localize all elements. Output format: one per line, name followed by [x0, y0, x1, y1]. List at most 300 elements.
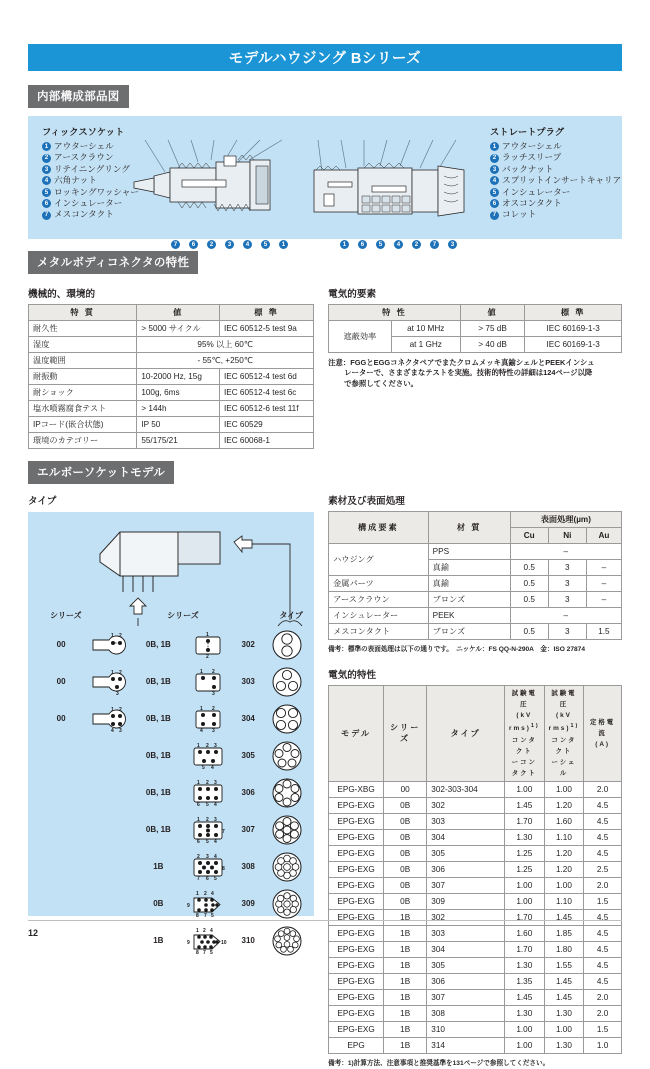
svg-text:4: 4	[213, 801, 217, 806]
cell-model: EPG-EXG	[329, 973, 384, 989]
cell-vcc: 1.30	[504, 1005, 544, 1021]
svg-text:5: 5	[205, 801, 209, 806]
table-row	[329, 592, 622, 608]
badge-icon: 6	[490, 199, 499, 208]
fix-socket-title: フィックスソケット	[42, 127, 125, 137]
th-line-2: (kV rms)	[548, 712, 572, 733]
cell-model: EPG-EXG	[329, 909, 384, 925]
electrical-req-title: 電気的要素	[328, 289, 377, 300]
badge-icon: 5	[490, 188, 499, 197]
badge-icon: 3	[490, 165, 499, 174]
cell-type: 302	[427, 909, 505, 925]
table-row	[329, 909, 622, 925]
cell-model: EPG-EXG	[329, 893, 384, 909]
cell-component: メスコンタクト	[329, 624, 429, 640]
cell-property: 環境のカテゴリー	[29, 433, 137, 449]
electrical-chars-note: 備考：1)計算方法、注意事項と推奨基準を131ページで参照してください。	[328, 1059, 550, 1067]
elbow-columns	[28, 489, 622, 1069]
cell-current: 4.5	[584, 845, 622, 861]
svg-text:3: 3	[213, 742, 217, 749]
table-row	[329, 781, 622, 797]
legend-label: メスコンタクト	[54, 209, 114, 220]
cell-series: 0B	[384, 877, 427, 893]
cell-current: 2.0	[584, 781, 622, 797]
cell-type: 305	[427, 957, 505, 973]
th-sup: 1)	[570, 723, 580, 730]
svg-text:1: 1	[196, 816, 200, 823]
cell-series: 1B	[384, 925, 427, 941]
th-line-3: コンタクト	[551, 736, 577, 755]
cell-ni: 3	[548, 576, 586, 592]
svg-text:3: 3	[211, 727, 215, 732]
row-series1: 00	[56, 714, 66, 723]
page-title: モデルハウジング Bシリーズ	[28, 44, 622, 71]
badge-icon: 4	[42, 176, 51, 185]
row-type: 308	[241, 862, 255, 871]
svg-text:1: 1	[110, 632, 114, 639]
table-row	[29, 321, 314, 337]
callout-badge: 5	[261, 240, 270, 249]
cell-type: 304	[427, 829, 505, 845]
th-standard: 標 準	[525, 305, 622, 321]
cell-model: EPG-EXG	[329, 925, 384, 941]
svg-text:4: 4	[209, 927, 213, 934]
legend-label: アースクラウン	[54, 152, 114, 163]
cell-material: ブロンズ	[428, 592, 510, 608]
cell-current: 4.5	[584, 909, 622, 925]
table-header-row	[329, 686, 622, 781]
cell-vcc: 1.60	[504, 925, 544, 941]
legend-label: アウターシェル	[54, 141, 114, 151]
cell-type: 302-303-304	[427, 781, 505, 797]
cell-vcc: 1.70	[504, 941, 544, 957]
pinout-00-icon	[84, 632, 135, 658]
cell-current: 4.5	[584, 941, 622, 957]
cell-vcc: 1.45	[504, 797, 544, 813]
svg-text:1: 1	[195, 927, 199, 934]
cell-material: PPS	[428, 544, 510, 560]
table-row	[29, 385, 314, 401]
svg-text:9: 9	[186, 902, 190, 909]
table-row	[329, 941, 622, 957]
mechanical-block	[28, 280, 314, 449]
cell-series: 1B	[384, 989, 427, 1005]
pinout-1b-icon	[181, 928, 232, 954]
cell-type: 307	[427, 989, 505, 1005]
legend-label: コレット	[502, 209, 537, 220]
th-type: タイプ	[427, 686, 505, 781]
cell-property: 耐久性	[29, 321, 137, 337]
elbow-banner-wrap	[28, 461, 622, 484]
cell-current: 4.5	[584, 829, 622, 845]
elbow-row	[38, 626, 310, 663]
cell-vcs: 1.60	[544, 813, 584, 829]
cell-vcc: 1.45	[504, 989, 544, 1005]
cell-model: EPG-EXG	[329, 989, 384, 1005]
pinout-0b-icon	[181, 891, 232, 917]
straight-plug-title: ストレートプラグ	[490, 127, 565, 137]
cell-vcs: 1.30	[544, 1037, 584, 1053]
svg-text:3: 3	[118, 727, 122, 732]
row-series2: 0B, 1B	[145, 677, 171, 686]
pinout-0b1b-icon	[181, 706, 232, 732]
row-type: 306	[241, 788, 255, 797]
cell-value: 10-2000 Hz, 15g	[137, 369, 220, 385]
cell-material: 真鍮	[428, 560, 510, 576]
table-row	[329, 877, 622, 893]
th-component: 構成要素	[329, 512, 429, 544]
cell-component: 金属パーツ	[329, 576, 429, 592]
cell-model: EPG-EXG	[329, 1021, 384, 1037]
cell-type: 304	[427, 941, 505, 957]
cell-property: 遮蔽効率	[329, 321, 392, 353]
cell-value: IP 50	[137, 417, 220, 433]
cell-type: 306	[427, 973, 505, 989]
straight-plug-callouts	[340, 240, 457, 249]
electrical-chars-title: 電気的特性	[328, 670, 377, 682]
cell-series: 0B	[384, 845, 427, 861]
cell-vcc: 1.35	[504, 973, 544, 989]
callout-badge: 6	[358, 240, 367, 249]
cell-series: 0B	[384, 829, 427, 845]
cell-vcs: 1.00	[544, 781, 584, 797]
svg-text:1: 1	[199, 705, 203, 712]
th-line-2: (kV rms)	[508, 712, 533, 733]
cell-vcs: 1.00	[544, 1021, 584, 1037]
banner-elbow-socket: エルボーソケットモデル	[28, 461, 174, 484]
svg-text:3: 3	[211, 690, 215, 695]
svg-text:5: 5	[210, 912, 214, 917]
th-value: 値	[460, 305, 524, 321]
cell-au: 1.5	[586, 624, 621, 640]
badge-icon: 1	[490, 142, 499, 151]
svg-text:1: 1	[110, 669, 114, 676]
legend-label: ラッチスリーブ	[502, 152, 562, 163]
th-line-1: 試験電圧	[511, 690, 537, 709]
cell-series: 1B	[384, 941, 427, 957]
table-row	[329, 973, 622, 989]
cell-current: 4.5	[584, 925, 622, 941]
cell-vcs: 1.10	[544, 829, 584, 845]
cell-current: 1.0	[584, 1037, 622, 1053]
cell-type: 302	[427, 797, 505, 813]
note-line-2: レーターで、さまざまなテストを実施。技術的特性の詳細は124ページ以降	[344, 368, 593, 378]
row-type: 302	[241, 640, 255, 649]
elbow-row	[38, 737, 310, 774]
elbow-type-label: タイプ	[28, 496, 57, 507]
pinout-0b1b-icon	[181, 632, 232, 658]
th-rated-current	[584, 686, 622, 781]
elbow-row	[38, 811, 310, 848]
badge-icon: 2	[42, 154, 51, 163]
th-line-4: ーシェル	[551, 758, 577, 777]
legend-label: ロッキングワッシャー	[54, 186, 139, 197]
table-row	[329, 893, 622, 909]
cell-current: 1.5	[584, 893, 622, 909]
cell-vcc: 1.70	[504, 909, 544, 925]
svg-text:7: 7	[203, 912, 207, 917]
table-header-row	[29, 305, 314, 321]
legend-label: スプリットインサートキャリア	[502, 175, 622, 186]
table-row	[29, 417, 314, 433]
cell-vcs: 1.85	[544, 925, 584, 941]
svg-text:2: 2	[205, 653, 209, 658]
elbow-row	[38, 922, 310, 959]
svg-text:4: 4	[213, 838, 217, 843]
elbow-row	[38, 848, 310, 885]
elbow-block	[28, 489, 314, 1069]
cell-material: 真鍮	[428, 576, 510, 592]
svg-text:4: 4	[210, 890, 214, 897]
cell-current: 4.5	[584, 813, 622, 829]
table-row	[329, 829, 622, 845]
face-view-icon	[264, 851, 310, 883]
svg-text:3: 3	[205, 853, 209, 860]
cell-treatment: –	[510, 544, 621, 560]
svg-text:3: 3	[115, 690, 119, 695]
cell-type: 310	[427, 1021, 505, 1037]
cell-series: 0B	[384, 797, 427, 813]
cell-value: > 5000 サイクル	[137, 321, 220, 337]
pinout-1b-icon	[181, 854, 232, 880]
svg-text:7: 7	[221, 828, 225, 835]
svg-text:2: 2	[205, 816, 209, 823]
legend-label: オスコンタクト	[502, 198, 562, 209]
table-row	[329, 576, 622, 592]
cell-current: 2.5	[584, 861, 622, 877]
pinout-0b1b-icon	[181, 743, 232, 769]
row-series2: 0B	[153, 899, 164, 908]
badge-icon: 1	[42, 142, 51, 151]
cell-standard: IEC 60169-1-3	[525, 321, 622, 337]
cell-material: ブロンズ	[428, 624, 510, 640]
svg-text:2: 2	[118, 706, 122, 713]
svg-text:1: 1	[196, 779, 200, 786]
row-type: 307	[241, 825, 255, 834]
svg-text:8: 8	[195, 949, 199, 954]
cell-vcc: 1.70	[504, 813, 544, 829]
cell-au: –	[586, 576, 621, 592]
table-row	[329, 1037, 622, 1053]
cell-property: 耐振動	[29, 369, 137, 385]
footer-divider	[28, 920, 622, 921]
cell-component: インシュレーター	[329, 608, 429, 624]
svg-text:2: 2	[205, 742, 209, 749]
svg-text:6: 6	[196, 801, 200, 806]
cell-au: –	[586, 560, 621, 576]
svg-text:6: 6	[205, 875, 209, 880]
cell-value: - 55℃, +250℃	[137, 353, 314, 369]
svg-text:1: 1	[199, 668, 203, 675]
cell-current: 4.5	[584, 957, 622, 973]
banner-parts-diagram: 内部構成部品図	[28, 85, 129, 108]
callout-badge: 4	[394, 240, 403, 249]
cell-model: EPG-EXG	[329, 845, 384, 861]
fix-socket-drawing	[134, 140, 282, 211]
svg-text:7: 7	[202, 949, 206, 954]
cell-model: EPG-EXG	[329, 941, 384, 957]
cell-vcs: 1.10	[544, 893, 584, 909]
cell-model: EPG-EXG	[329, 797, 384, 813]
svg-text:5: 5	[205, 838, 209, 843]
badge-icon: 6	[42, 199, 51, 208]
cell-vcs: 1.20	[544, 861, 584, 877]
cell-vcc: 1.25	[504, 845, 544, 861]
callout-badge: 6	[189, 240, 198, 249]
cell-cu: 0.5	[510, 560, 548, 576]
table-row	[29, 369, 314, 385]
cell-cu: 0.5	[510, 624, 548, 640]
cell-vcs: 1.45	[544, 973, 584, 989]
cell-type: 308	[427, 1005, 505, 1021]
cell-property: 耐ショック	[29, 385, 137, 401]
cell-type: 314	[427, 1037, 505, 1053]
svg-text:3: 3	[213, 816, 217, 823]
th-material: 材 質	[428, 512, 510, 544]
th-line-4: ーコンタクト	[511, 758, 537, 777]
row-type: 303	[241, 677, 255, 686]
cell-component: ハウジング	[329, 544, 429, 576]
svg-text:2: 2	[211, 668, 215, 675]
mechanical-title: 機械的、環境的	[28, 289, 96, 300]
row-series2: 0B, 1B	[145, 714, 171, 723]
elbow-col-headers	[38, 610, 310, 621]
th-property: 特 質	[29, 305, 137, 321]
svg-text:1: 1	[110, 706, 114, 713]
callout-badge: 5	[376, 240, 385, 249]
note-line-3: で参照してください。	[344, 378, 418, 388]
characteristics-columns	[28, 280, 622, 449]
pinout-00-icon	[84, 706, 135, 732]
svg-text:9: 9	[186, 939, 190, 946]
cell-vcc: 1.25	[504, 861, 544, 877]
cell-model: EPG	[329, 1037, 384, 1053]
th-property: 特 性	[329, 305, 461, 321]
cell-material: PEEK	[428, 608, 510, 624]
cell-ni: 3	[548, 624, 586, 640]
svg-text:4: 4	[210, 764, 214, 769]
svg-text:7: 7	[196, 875, 200, 880]
cell-type: 303	[427, 925, 505, 941]
table-row	[329, 813, 622, 829]
svg-text:10: 10	[220, 939, 227, 946]
cell-vcc: 1.30	[504, 957, 544, 973]
face-view-icon	[264, 814, 310, 846]
callout-badge: 3	[225, 240, 234, 249]
table-row	[329, 797, 622, 813]
cell-vcs: 1.55	[544, 957, 584, 973]
row-series2: 0B, 1B	[145, 640, 171, 649]
cell-value: > 40 dB	[460, 337, 524, 353]
callout-badge: 4	[243, 240, 252, 249]
row-type: 304	[241, 714, 255, 723]
th-series: シリーズ	[384, 686, 427, 781]
cell-series: 0B	[384, 813, 427, 829]
cell-type: 306	[427, 861, 505, 877]
svg-text:2: 2	[202, 927, 206, 934]
table-header-row	[329, 305, 622, 321]
th-line-1: 定格電流	[590, 718, 616, 737]
cell-treatment: –	[510, 608, 621, 624]
face-view-icon	[264, 666, 310, 698]
table-row	[329, 989, 622, 1005]
callout-badge: 1	[279, 240, 288, 249]
th-sup: 1)	[530, 723, 540, 730]
callout-badge: 3	[448, 240, 457, 249]
materials-title: 素材及び表面処理	[328, 496, 405, 507]
cell-series: 0B	[384, 893, 427, 909]
cell-model: EPG-EXG	[329, 957, 384, 973]
cell-current: 4.5	[584, 973, 622, 989]
row-series1: 00	[56, 640, 66, 649]
svg-text:8: 8	[221, 865, 225, 872]
legend-label: アウターシェル	[502, 141, 562, 151]
cell-standard: IEC 60068-1	[220, 433, 314, 449]
metal-body-banner-wrap	[28, 251, 622, 274]
cell-vcc: 1.00	[504, 1037, 544, 1053]
cell-model: EPG-EXG	[329, 829, 384, 845]
cell-vcc: 1.00	[504, 877, 544, 893]
datasheet-page	[0, 44, 650, 1067]
col-head-series2: シリーズ	[167, 611, 199, 620]
row-series2: 0B, 1B	[145, 788, 171, 797]
th-model: モデル	[329, 686, 384, 781]
pinout-00-icon	[84, 669, 135, 695]
svg-text:5: 5	[201, 764, 205, 769]
cell-model: EPG-EXG	[329, 877, 384, 893]
cell-model: EPG-EXG	[329, 813, 384, 829]
cell-current: 2.0	[584, 989, 622, 1005]
badge-icon: 7	[490, 211, 499, 220]
cell-type: 309	[427, 893, 505, 909]
cell-series: 1B	[384, 1037, 427, 1053]
svg-text:4: 4	[199, 727, 203, 732]
elbow-row	[38, 663, 310, 700]
badge-icon: 4	[490, 176, 499, 185]
page-number: 12	[28, 928, 39, 938]
table-row	[29, 337, 314, 353]
table-row	[329, 957, 622, 973]
table-row	[29, 401, 314, 417]
cell-value: 95% 以上 60℃	[137, 337, 314, 353]
callout-badge: 1	[340, 240, 349, 249]
note-line-1: 注意：FGGとEGGコネクタペアでまたクロムメッキ真鍮シェルとPEEKインシュ	[328, 358, 595, 367]
callout-badge: 2	[207, 240, 216, 249]
cell-vcc: 1.00	[504, 1021, 544, 1037]
parts-diagram-banner-wrap	[28, 85, 622, 108]
row-series2: 1B	[153, 936, 164, 945]
cell-component: アースクラウン	[329, 592, 429, 608]
callout-badge: 7	[171, 240, 180, 249]
col-head-series1: シリーズ	[49, 611, 82, 620]
cell-current: 4.5	[584, 797, 622, 813]
th-treatment: 表面処理(µm)	[510, 512, 621, 528]
table-header-row	[329, 512, 622, 528]
svg-text:2: 2	[203, 890, 207, 897]
row-series2: 1B	[153, 862, 164, 871]
pinout-0b1b-icon	[181, 669, 232, 695]
parts-diagram-panel	[28, 116, 622, 248]
cell-vcs: 1.00	[544, 877, 584, 893]
th-ni: Ni	[548, 528, 586, 544]
badge-icon: 7	[42, 211, 51, 220]
table-row	[329, 1021, 622, 1037]
cell-model: EPG-EXG	[329, 1005, 384, 1021]
col-head-type: タイプ	[279, 611, 303, 620]
electrical-req-block	[328, 280, 622, 449]
cell-standard: IEC 60512-6 test 11f	[220, 401, 314, 417]
table-row	[29, 433, 314, 449]
